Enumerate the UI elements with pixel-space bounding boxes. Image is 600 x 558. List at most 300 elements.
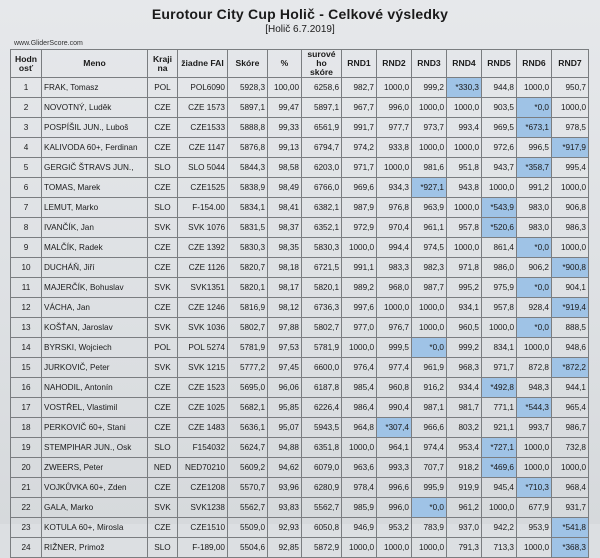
- header-rank: Hodn osť: [11, 50, 42, 78]
- cell-rnd5: 1000,0: [482, 178, 517, 198]
- cell-rnd6: *673,1: [517, 118, 552, 138]
- cell-name: PERKOVIČ 60+, Stani: [42, 418, 148, 438]
- cell-pct: 97,53: [268, 338, 302, 358]
- cell-fai: POL 5274: [178, 338, 228, 358]
- cell-fai: NED70210: [178, 458, 228, 478]
- header-row: [11, 50, 589, 78]
- cell-rnd1: 997,6: [342, 298, 377, 318]
- cell-fai: CZE 1483: [178, 418, 228, 438]
- cell-fai: CZE 1147: [178, 138, 228, 158]
- cell-fai: SVK1351: [178, 278, 228, 298]
- cell-rnd6: 983,0: [517, 218, 552, 238]
- cell-name: VÁCHA, Jan: [42, 298, 148, 318]
- cell-rnd4: 1000,0: [447, 238, 482, 258]
- cell-fai: CZE 1573: [178, 98, 228, 118]
- cell-rnd2: 996,0: [377, 498, 412, 518]
- cell-score: 5509,0: [228, 518, 268, 538]
- cell-country: CZE: [148, 138, 178, 158]
- cell-rnd1: 977,0: [342, 318, 377, 338]
- cell-score: 5831,5: [228, 218, 268, 238]
- cell-fai: CZE1510: [178, 518, 228, 538]
- cell-raw: 5820,1: [302, 278, 342, 298]
- cell-rnd6: 1000,0: [517, 78, 552, 98]
- table-row: [11, 98, 589, 118]
- cell-rnd6: 991,2: [517, 178, 552, 198]
- table-row: [11, 438, 589, 458]
- cell-fai: CZE1525: [178, 178, 228, 198]
- cell-rnd7: 888,5: [552, 318, 589, 338]
- cell-rnd1: 946,9: [342, 518, 377, 538]
- cell-raw: 5872,9: [302, 538, 342, 558]
- cell-score: 5928,3: [228, 78, 268, 98]
- table-row: [11, 278, 589, 298]
- cell-raw: 6766,0: [302, 178, 342, 198]
- cell-rank: 13: [11, 318, 42, 338]
- cell-score: 5838,9: [228, 178, 268, 198]
- cell-name: VOSTŘEL, Vlastimil: [42, 398, 148, 418]
- cell-name: NOVOTNÝ, Luděk: [42, 98, 148, 118]
- table-row: [11, 378, 589, 398]
- cell-rnd7: *919,4: [552, 298, 589, 318]
- cell-name: TOMAS, Marek: [42, 178, 148, 198]
- cell-rnd7: 950,7: [552, 78, 589, 98]
- cell-raw: 6226,4: [302, 398, 342, 418]
- table-row: [11, 218, 589, 238]
- cell-name: VOJKŮVKA 60+, Zden: [42, 478, 148, 498]
- cell-rnd4: 993,4: [447, 118, 482, 138]
- cell-rnd7: 968,4: [552, 478, 589, 498]
- table-row: [11, 358, 589, 378]
- cell-score: 5820,7: [228, 258, 268, 278]
- cell-rnd7: 1000,0: [552, 178, 589, 198]
- cell-name: NAHODIL, Antonín: [42, 378, 148, 398]
- cell-rnd4: 995,2: [447, 278, 482, 298]
- cell-rnd1: 964,8: [342, 418, 377, 438]
- cell-name: KALIVODA 60+, Ferdinan: [42, 138, 148, 158]
- cell-rnd1: 985,9: [342, 498, 377, 518]
- cell-rnd1: 985,4: [342, 378, 377, 398]
- cell-rnd1: 1000,0: [342, 238, 377, 258]
- cell-name: KOŠŤAN, Jaroslav: [42, 318, 148, 338]
- cell-rnd7: 1000,0: [552, 98, 589, 118]
- cell-score: 5844,3: [228, 158, 268, 178]
- cell-rank: 6: [11, 178, 42, 198]
- cell-pct: 99,13: [268, 138, 302, 158]
- cell-rnd3: 1000,0: [412, 318, 447, 338]
- cell-pct: 97,88: [268, 318, 302, 338]
- watermark: www.GliderScore.com: [14, 40, 83, 47]
- cell-score: 5777,2: [228, 358, 268, 378]
- cell-rnd7: 1000,0: [552, 458, 589, 478]
- cell-name: JURKOVIČ, Peter: [42, 358, 148, 378]
- cell-raw: 6794,7: [302, 138, 342, 158]
- cell-score: 5636,1: [228, 418, 268, 438]
- cell-raw: 6079,0: [302, 458, 342, 478]
- cell-rnd4: 791,3: [447, 538, 482, 558]
- cell-rnd5: *492,8: [482, 378, 517, 398]
- cell-rnd3: 1000,0: [412, 538, 447, 558]
- cell-rnd3: 961,9: [412, 358, 447, 378]
- cell-raw: 6721,5: [302, 258, 342, 278]
- cell-score: 5897,1: [228, 98, 268, 118]
- cell-fai: F154032: [178, 438, 228, 458]
- cell-score: 5695,0: [228, 378, 268, 398]
- cell-rnd5: 1000,0: [482, 318, 517, 338]
- cell-fai: POL6090: [178, 78, 228, 98]
- cell-name: GERGIČ ŠTRAVS JUN.,: [42, 158, 148, 178]
- cell-rnd4: 951,8: [447, 158, 482, 178]
- cell-pct: 100,00: [268, 78, 302, 98]
- table-row: [11, 338, 589, 358]
- cell-rnd6: 1000,0: [517, 338, 552, 358]
- cell-fai: F-154.00: [178, 198, 228, 218]
- cell-rnd3: 987,1: [412, 398, 447, 418]
- cell-pct: 99,47: [268, 98, 302, 118]
- cell-rnd1: 967,7: [342, 98, 377, 118]
- cell-fai: CZE1208: [178, 478, 228, 498]
- cell-rnd1: 991,1: [342, 258, 377, 278]
- cell-rnd3: *0,0: [412, 498, 447, 518]
- cell-raw: 6352,1: [302, 218, 342, 238]
- cell-rnd2: 983,3: [377, 258, 412, 278]
- cell-rnd2: 968,0: [377, 278, 412, 298]
- cell-score: 5504,6: [228, 538, 268, 558]
- cell-fai: CZE 1392: [178, 238, 228, 258]
- cell-score: 5820,1: [228, 278, 268, 298]
- cell-rnd2: 1000,0: [377, 538, 412, 558]
- cell-score: 5876,8: [228, 138, 268, 158]
- cell-score: 5624,7: [228, 438, 268, 458]
- cell-rnd5: 921,1: [482, 418, 517, 438]
- cell-name: RIŽNER, Primož: [42, 538, 148, 558]
- cell-rnd2: *307,4: [377, 418, 412, 438]
- cell-rnd6: *0,0: [517, 238, 552, 258]
- table-row: [11, 538, 589, 558]
- table-row: [11, 498, 589, 518]
- cell-rnd6: 1000,0: [517, 458, 552, 478]
- cell-rnd6: 1000,0: [517, 438, 552, 458]
- table-row: [11, 398, 589, 418]
- cell-rnd7: 931,7: [552, 498, 589, 518]
- cell-rnd3: 961,1: [412, 218, 447, 238]
- cell-rnd7: 986,3: [552, 218, 589, 238]
- cell-rnd4: 971,8: [447, 258, 482, 278]
- cell-rnd5: 942,2: [482, 518, 517, 538]
- cell-country: CZE: [148, 378, 178, 398]
- cell-fai: CZE 1523: [178, 378, 228, 398]
- cell-rank: 1: [11, 78, 42, 98]
- cell-pct: 98,49: [268, 178, 302, 198]
- cell-rnd3: 1000,0: [412, 298, 447, 318]
- cell-name: FRAK, Tomasz: [42, 78, 148, 98]
- cell-rnd3: 987,7: [412, 278, 447, 298]
- cell-country: SVK: [148, 358, 178, 378]
- cell-rnd5: 944,8: [482, 78, 517, 98]
- cell-raw: 5781,9: [302, 338, 342, 358]
- cell-rnd2: 996,0: [377, 98, 412, 118]
- cell-fai: SLO 5044: [178, 158, 228, 178]
- cell-rank: 16: [11, 378, 42, 398]
- cell-country: POL: [148, 78, 178, 98]
- cell-rnd1: 1000,0: [342, 438, 377, 458]
- cell-pct: 92,93: [268, 518, 302, 538]
- cell-country: SVK: [148, 218, 178, 238]
- cell-rnd6: 677,9: [517, 498, 552, 518]
- cell-pct: 94,88: [268, 438, 302, 458]
- cell-rnd5: 975,9: [482, 278, 517, 298]
- cell-pct: 98,35: [268, 238, 302, 258]
- cell-country: CZE: [148, 178, 178, 198]
- cell-rnd6: 872,8: [517, 358, 552, 378]
- cell-fai: SVK 1215: [178, 358, 228, 378]
- cell-country: CZE: [148, 298, 178, 318]
- header-rnd6: RND6: [517, 50, 552, 78]
- cell-name: MALČÍK, Radek: [42, 238, 148, 258]
- event-date: [Holič 6.7.2019]: [265, 24, 335, 35]
- results-table: [10, 49, 589, 558]
- table-row: [11, 158, 589, 178]
- cell-country: SLO: [148, 198, 178, 218]
- header-rnd2: RND2: [377, 50, 412, 78]
- cell-score: 5682,1: [228, 398, 268, 418]
- cell-rnd6: 906,2: [517, 258, 552, 278]
- cell-score: 5570,7: [228, 478, 268, 498]
- table-row: [11, 198, 589, 218]
- cell-rnd7: *900,8: [552, 258, 589, 278]
- cell-rank: 2: [11, 98, 42, 118]
- header-name: Meno: [42, 50, 148, 78]
- cell-pct: 98,58: [268, 158, 302, 178]
- cell-rnd4: 919,9: [447, 478, 482, 498]
- cell-rnd5: 945,4: [482, 478, 517, 498]
- cell-rnd2: 977,7: [377, 118, 412, 138]
- header-rnd1: RND1: [342, 50, 377, 78]
- cell-fai: F-189,00: [178, 538, 228, 558]
- cell-rnd1: 1000,0: [342, 338, 377, 358]
- cell-country: CZE: [148, 418, 178, 438]
- cell-rnd4: 934,1: [447, 298, 482, 318]
- cell-raw: 5830,3: [302, 238, 342, 258]
- cell-rnd5: *520,6: [482, 218, 517, 238]
- cell-rnd4: 1000,0: [447, 98, 482, 118]
- header-rnd5: RND5: [482, 50, 517, 78]
- cell-rnd4: 961,2: [447, 498, 482, 518]
- cell-rnd1: 971,7: [342, 158, 377, 178]
- cell-pct: 98,12: [268, 298, 302, 318]
- cell-name: GALA, Marko: [42, 498, 148, 518]
- header-rnd3: RND3: [412, 50, 447, 78]
- cell-rnd5: *543,9: [482, 198, 517, 218]
- cell-rank: 11: [11, 278, 42, 298]
- cell-rnd6: *0,0: [517, 318, 552, 338]
- cell-rnd5: 771,1: [482, 398, 517, 418]
- cell-rnd2: 970,4: [377, 218, 412, 238]
- page-title: Eurotour City Cup Holič - Celkové výsledky: [151, 6, 449, 22]
- cell-rnd2: 960,8: [377, 378, 412, 398]
- cell-score: 5609,2: [228, 458, 268, 478]
- cell-rnd4: 960,5: [447, 318, 482, 338]
- cell-raw: 6561,9: [302, 118, 342, 138]
- cell-rank: 5: [11, 158, 42, 178]
- header-country: Kraji na: [148, 50, 178, 78]
- cell-rnd3: 982,3: [412, 258, 447, 278]
- cell-rnd2: 1000,0: [377, 158, 412, 178]
- cell-rnd5: 943,7: [482, 158, 517, 178]
- cell-country: CZE: [148, 98, 178, 118]
- cell-rnd3: 966,6: [412, 418, 447, 438]
- cell-rank: 7: [11, 198, 42, 218]
- cell-name: POSPÍŠIL JUN., Luboš: [42, 118, 148, 138]
- cell-country: CZE: [148, 518, 178, 538]
- cell-rank: 17: [11, 398, 42, 418]
- cell-name: KOTULA 60+, Mirosla: [42, 518, 148, 538]
- cell-rnd2: 933,8: [377, 138, 412, 158]
- cell-rnd3: 916,2: [412, 378, 447, 398]
- cell-rank: 21: [11, 478, 42, 498]
- cell-rank: 18: [11, 418, 42, 438]
- cell-rank: 4: [11, 138, 42, 158]
- cell-rnd7: *368,3: [552, 538, 589, 558]
- cell-pct: 92,85: [268, 538, 302, 558]
- table-row: [11, 458, 589, 478]
- cell-country: SVK: [148, 318, 178, 338]
- cell-country: CZE: [148, 238, 178, 258]
- cell-rnd3: 963,9: [412, 198, 447, 218]
- cell-rnd2: 976,8: [377, 198, 412, 218]
- cell-pct: 93,96: [268, 478, 302, 498]
- cell-rnd7: 906,8: [552, 198, 589, 218]
- cell-country: SVK: [148, 278, 178, 298]
- table-row: [11, 138, 589, 158]
- cell-rnd3: 1000,0: [412, 138, 447, 158]
- table-row: [11, 298, 589, 318]
- cell-score: 5834,1: [228, 198, 268, 218]
- cell-rnd6: 983,0: [517, 198, 552, 218]
- cell-rnd5: 713,3: [482, 538, 517, 558]
- cell-country: CZE: [148, 478, 178, 498]
- cell-rnd6: 1000,0: [517, 538, 552, 558]
- cell-rnd7: 965,4: [552, 398, 589, 418]
- cell-pct: 94,62: [268, 458, 302, 478]
- cell-fai: SVK 1076: [178, 218, 228, 238]
- cell-rnd7: *872,2: [552, 358, 589, 378]
- cell-rank: 23: [11, 518, 42, 538]
- cell-raw: 5943,5: [302, 418, 342, 438]
- cell-rnd5: 903,5: [482, 98, 517, 118]
- cell-rnd3: *927,1: [412, 178, 447, 198]
- cell-rnd2: 1000,0: [377, 298, 412, 318]
- cell-rank: 22: [11, 498, 42, 518]
- cell-score: 5888,8: [228, 118, 268, 138]
- cell-rnd6: *544,3: [517, 398, 552, 418]
- cell-score: 5562,7: [228, 498, 268, 518]
- cell-rnd3: 1000,0: [412, 98, 447, 118]
- cell-score: 5802,7: [228, 318, 268, 338]
- cell-rnd4: 957,8: [447, 218, 482, 238]
- cell-rnd6: *0,0: [517, 278, 552, 298]
- table-row: [11, 118, 589, 138]
- header-raw: surové ho skóre: [302, 50, 342, 78]
- cell-rnd7: *541,8: [552, 518, 589, 538]
- cell-rnd1: 982,7: [342, 78, 377, 98]
- cell-rnd4: 937,0: [447, 518, 482, 538]
- cell-rank: 10: [11, 258, 42, 278]
- cell-score: 5816,9: [228, 298, 268, 318]
- cell-rnd4: 981,7: [447, 398, 482, 418]
- cell-rnd1: 978,4: [342, 478, 377, 498]
- cell-rnd1: 972,9: [342, 218, 377, 238]
- cell-rank: 3: [11, 118, 42, 138]
- cell-rank: 9: [11, 238, 42, 258]
- cell-rnd6: *0,0: [517, 98, 552, 118]
- cell-pct: 93,83: [268, 498, 302, 518]
- cell-pct: 98,41: [268, 198, 302, 218]
- cell-country: CZE: [148, 398, 178, 418]
- cell-rnd7: 732,8: [552, 438, 589, 458]
- cell-rnd1: 974,2: [342, 138, 377, 158]
- cell-raw: 6736,3: [302, 298, 342, 318]
- cell-fai: SVK1238: [178, 498, 228, 518]
- cell-score: 5830,3: [228, 238, 268, 258]
- cell-rnd4: 1000,0: [447, 138, 482, 158]
- cell-rnd3: *0,0: [412, 338, 447, 358]
- table-row: [11, 238, 589, 258]
- cell-rnd5: 971,7: [482, 358, 517, 378]
- cell-rnd3: 981,6: [412, 158, 447, 178]
- cell-fai: CZE 1126: [178, 258, 228, 278]
- cell-raw: 6280,9: [302, 478, 342, 498]
- cell-pct: 98,37: [268, 218, 302, 238]
- cell-rnd4: 803,2: [447, 418, 482, 438]
- cell-country: CZE: [148, 258, 178, 278]
- cell-rnd4: 934,4: [447, 378, 482, 398]
- cell-rnd5: 972,6: [482, 138, 517, 158]
- cell-rnd6: 928,4: [517, 298, 552, 318]
- cell-pct: 98,17: [268, 278, 302, 298]
- cell-rnd1: 989,2: [342, 278, 377, 298]
- cell-rnd1: 976,4: [342, 358, 377, 378]
- cell-pct: 96,06: [268, 378, 302, 398]
- cell-rnd1: 963,6: [342, 458, 377, 478]
- cell-rnd2: 996,6: [377, 478, 412, 498]
- cell-pct: 99,33: [268, 118, 302, 138]
- cell-rnd3: 974,4: [412, 438, 447, 458]
- cell-rnd6: 993,7: [517, 418, 552, 438]
- cell-raw: 6050,8: [302, 518, 342, 538]
- cell-rnd6: 953,9: [517, 518, 552, 538]
- cell-rnd1: 986,4: [342, 398, 377, 418]
- cell-rnd3: 707,7: [412, 458, 447, 478]
- cell-rnd3: 974,5: [412, 238, 447, 258]
- cell-rnd1: 969,6: [342, 178, 377, 198]
- header-rnd7: RND7: [552, 50, 589, 78]
- cell-rnd7: 948,6: [552, 338, 589, 358]
- cell-rnd6: *358,7: [517, 158, 552, 178]
- cell-raw: 5897,1: [302, 98, 342, 118]
- cell-rnd3: 999,2: [412, 78, 447, 98]
- table-row: [11, 418, 589, 438]
- cell-rnd5: *727,1: [482, 438, 517, 458]
- cell-rnd2: 977,4: [377, 358, 412, 378]
- cell-rnd2: 976,7: [377, 318, 412, 338]
- cell-rnd7: 904,1: [552, 278, 589, 298]
- cell-rnd5: 986,0: [482, 258, 517, 278]
- cell-fai: CZE1533: [178, 118, 228, 138]
- cell-rnd2: 964,1: [377, 438, 412, 458]
- cell-rank: 24: [11, 538, 42, 558]
- header-pct: %: [268, 50, 302, 78]
- cell-rnd6: 996,5: [517, 138, 552, 158]
